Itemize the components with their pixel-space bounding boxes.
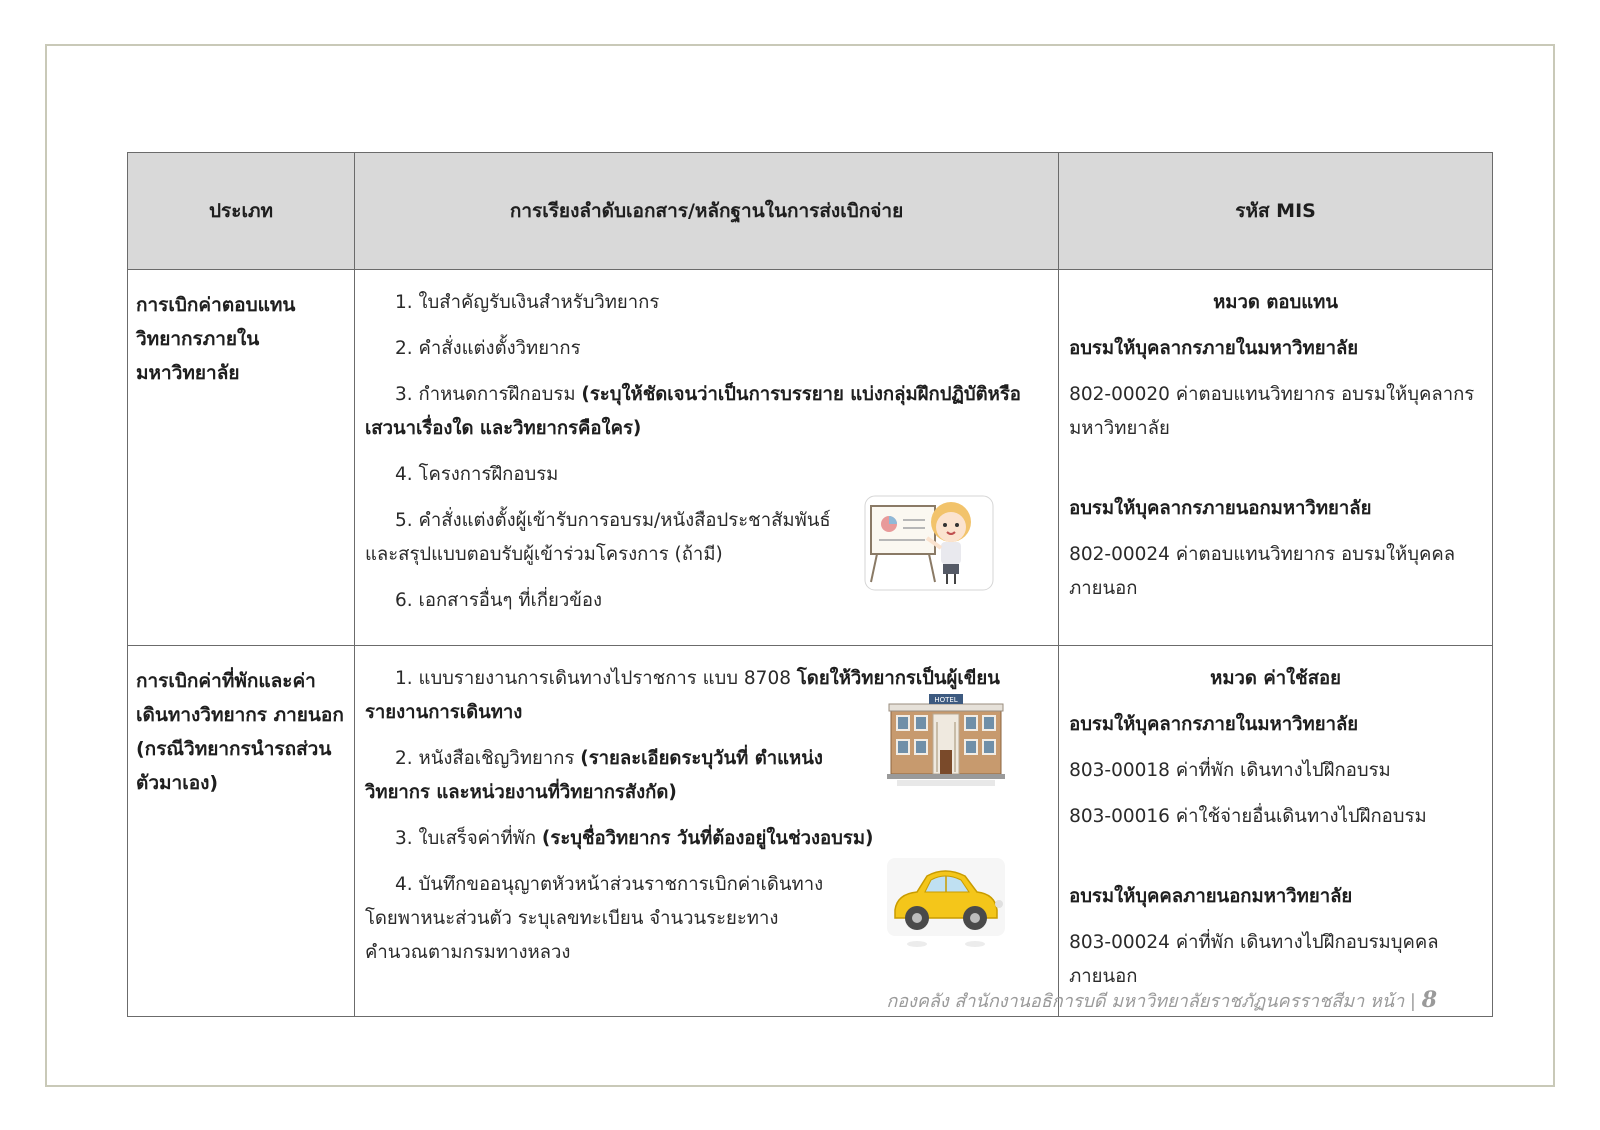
table-row (128, 270, 1493, 646)
doc-item: 2. คำสั่งแต่งตั้งวิทยากร (394, 338, 581, 359)
row-mis (1059, 270, 1493, 646)
doc-item: 4. โครงการฝึกอบรม (394, 464, 559, 485)
doc-item: 3. ใบเสร็จค่าที่พัก (ระบุชื่อวิทยากร วันที่ต้องอยู่ในช่วงอบรม) (394, 828, 874, 849)
mis-subheading: อบรมให้บุคลากรภายนอกมหาวิทยาลัย (1069, 498, 1372, 519)
row-documents (354, 646, 1058, 1017)
page-footer (886, 986, 1437, 1015)
document-table (127, 152, 1493, 1017)
hotel-illustration (887, 692, 1005, 788)
mis-code-line: 802-00024 ค่าตอบแทนวิทยากร อบรมให้บุคคลภายนอก (1069, 544, 1456, 599)
doc-item: 2. หนังสือเชิญวิทยากร (รายละเอียดระบุวันที่ ตำแหน่งวิทยากร และหน่วยงานที่วิทยากรสังกัด) (364, 748, 823, 803)
doc-item: 6. เอกสารอื่นๆ ที่เกี่ยวข้อง (394, 590, 603, 611)
mis-category: หมวด ค่าใช้สอย (1210, 668, 1341, 689)
header-type: ประเภท (128, 153, 355, 270)
page-number: 8 (1421, 987, 1437, 1013)
doc-item: 1. แบบรายงานการเดินทางไปราชการ แบบ 8708 โดยให้วิทยากรเป็นผู้เขียนรายงานการเดินทาง (364, 668, 1000, 723)
doc-item: 4. บันทึกขออนุญาตหัวหน้าส่วนราชการเบิกค่าเดินทางโดยพาหนะส่วนตัว ระบุเลขทะเบียน จำนวนระยะทางคำนวณตามกรมทางหลวง (364, 874, 824, 963)
mis-subheading: อบรมให้บุคคลภายนอกมหาวิทยาลัย (1069, 886, 1353, 907)
row-mis (1059, 646, 1493, 1017)
hotel-sign-text: HOTEL (934, 696, 958, 704)
car-illustration (887, 858, 1005, 948)
mis-code-line: 803-00016 ค่าใช้จ่ายอื่นเดินทางไปฝึกอบรม (1069, 806, 1427, 827)
presenter-illustration (863, 494, 995, 592)
doc-item: 3. กำหนดการฝึกอบรม (ระบุให้ชัดเจนว่าเป็นการบรรยาย แบ่งกลุ่มฝึกปฏิบัติหรือเสวนาเรื่องใด และวิทยากรคือใคร) (364, 384, 1021, 439)
mis-code-line: 803-00018 ค่าที่พัก เดินทางไปฝึกอบรม (1069, 760, 1391, 781)
mis-code-line: 803-00024 ค่าที่พัก เดินทางไปฝึกอบรมบุคคลภายนอก (1069, 932, 1439, 987)
footer-text: กองคลัง สำนักงานอธิการบดี มหาวิทยาลัยราชภัฏนครราชสีมา หน้า | (886, 991, 1422, 1012)
mis-subheading: อบรมให้บุคลากรภายในมหาวิทยาลัย (1069, 714, 1359, 735)
doc-item: 5. คำสั่งแต่งตั้งผู้เข้ารับการอบรม/หนังสือประชาสัมพันธ์และสรุปแบบตอบรับผู้เข้าร่วมโครงการ (ถ้ามี) (364, 510, 831, 565)
header-mis-code: รหัส MIS (1059, 153, 1493, 270)
row-type: การเบิกค่าที่พักและค่าเดินทางวิทยากร ภายนอก (กรณีวิทยากรนำรถส่วนตัวมาเอง) (128, 646, 355, 1017)
doc-item: 1. ใบสำคัญรับเงินสำหรับวิทยากร (394, 292, 660, 313)
mis-subheading: อบรมให้บุคลากรภายในมหาวิทยาลัย (1069, 338, 1359, 359)
row-type: การเบิกค่าตอบแทน วิทยากรภายใน มหาวิทยาลัย (128, 270, 355, 646)
header-documents: การเรียงลำดับเอกสาร/หลักฐานในการส่งเบิกจ่าย (354, 153, 1058, 270)
mis-code-line: 802-00020 ค่าตอบแทนวิทยากร อบรมให้บุคลากรมหาวิทยาลัย (1069, 384, 1475, 439)
table-header-row (128, 153, 1493, 270)
mis-category: หมวด ตอบแทน (1213, 292, 1338, 313)
table-row (128, 646, 1493, 1017)
row-documents (354, 270, 1058, 646)
